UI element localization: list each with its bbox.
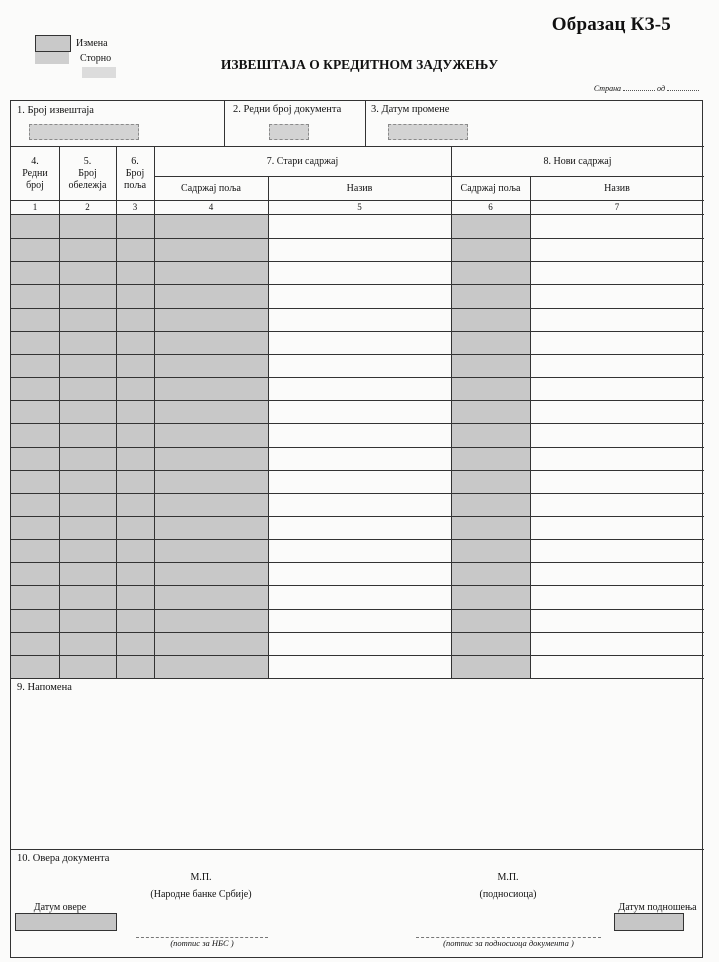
stamp-right-org: (подносиоца) xyxy=(479,889,537,900)
new-field-content-header: Садржај поља xyxy=(460,183,521,194)
col-number: 5 xyxy=(357,202,362,212)
col-number: 1 xyxy=(32,202,38,212)
page-indicator xyxy=(594,84,701,93)
form-title: ИЗВЕШТАЈА О КРЕДИТНОМ ЗАДУЖЕЊУ xyxy=(220,57,499,72)
table-row xyxy=(11,377,704,378)
old-content-header: 7. Стари садржај xyxy=(266,156,339,167)
divider xyxy=(11,146,704,147)
col-number: 6 xyxy=(488,202,493,212)
legend-change-label: Измена xyxy=(76,38,108,49)
col-number: 4 xyxy=(208,202,214,212)
page-of-label: од xyxy=(657,84,665,93)
form-code: Образац КЗ-5 xyxy=(551,14,671,35)
change-date-label: 3. Датум промене xyxy=(371,104,450,115)
signature-label-submitter: (потпис за подносиоца документа ) xyxy=(443,938,574,948)
table-row xyxy=(11,400,704,401)
table-row xyxy=(11,354,704,355)
old-name-header: Назив xyxy=(346,183,373,194)
verify-date-input[interactable] xyxy=(15,913,117,931)
col-number: 7 xyxy=(614,202,620,212)
table-row xyxy=(11,585,704,586)
col-number: 2 xyxy=(85,202,90,212)
submit-date-label: Датум подношења xyxy=(618,902,697,913)
divider xyxy=(11,678,704,679)
table-row xyxy=(11,261,704,262)
col-number: 3 xyxy=(132,202,138,212)
stamp-right: М.П. xyxy=(497,872,519,883)
table-row xyxy=(11,539,704,540)
form-frame xyxy=(10,100,703,958)
col-divider xyxy=(268,176,269,678)
note-label: 9. Напомена xyxy=(17,682,72,693)
divider xyxy=(154,176,704,177)
col-field-number-header: 6. Број поља xyxy=(123,156,147,191)
report-number-label: 1. Број извештаја xyxy=(17,105,94,116)
table-row xyxy=(11,447,704,448)
document-seq-input[interactable] xyxy=(269,124,309,140)
table-row xyxy=(11,493,704,494)
page-total-field[interactable] xyxy=(667,90,699,91)
legend-change-swatch xyxy=(35,35,71,52)
change-date-input[interactable] xyxy=(388,124,468,140)
col-row-number-header: 4. Редни број xyxy=(22,156,48,191)
table-row xyxy=(11,470,704,471)
legend-cancel-label: Сторно xyxy=(80,53,112,64)
report-number-input[interactable] xyxy=(29,124,139,140)
document-seq-label: 2. Редни број документа xyxy=(233,104,342,115)
col-divider xyxy=(530,176,531,678)
divider xyxy=(11,200,704,201)
table-row xyxy=(11,609,704,610)
new-content-header: 8. Нови садржај xyxy=(543,156,612,167)
stamp-left-org: (Народне банке Србије) xyxy=(150,889,252,900)
signature-label-nbs: (потпис за НБС ) xyxy=(170,938,234,948)
submit-date-input[interactable] xyxy=(614,913,684,931)
divider xyxy=(224,101,225,146)
divider xyxy=(11,849,704,850)
table-row xyxy=(11,423,704,424)
new-name-header: Назив xyxy=(604,183,630,194)
verification-label: 10. Овера документа xyxy=(17,853,110,864)
table-row xyxy=(11,516,704,517)
page-label: Страна xyxy=(593,84,622,93)
stamp-left: М.П. xyxy=(190,872,212,883)
divider xyxy=(365,101,366,146)
table-row xyxy=(11,655,704,656)
verify-date-label: Датум овере xyxy=(33,902,87,913)
table-row xyxy=(11,632,704,633)
table-row xyxy=(11,331,704,332)
table-row xyxy=(11,562,704,563)
col-attribute-number-header: 5. Број обележја xyxy=(68,156,107,191)
page-number-field[interactable] xyxy=(623,90,655,91)
table-row xyxy=(11,238,704,239)
old-field-content-header: Садржај поља xyxy=(181,183,241,194)
table-row xyxy=(11,308,704,309)
note-area[interactable] xyxy=(11,697,704,847)
table-row xyxy=(11,284,704,285)
